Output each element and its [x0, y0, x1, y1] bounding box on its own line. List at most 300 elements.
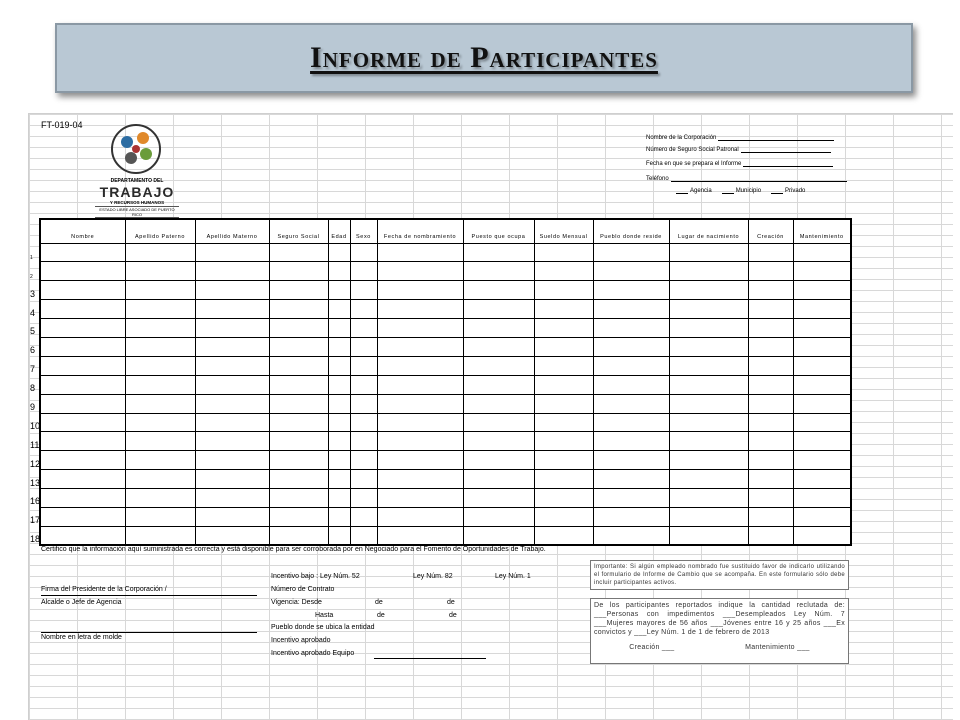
fecha-informe-label: Fecha en que se prepara el Informe [646, 161, 742, 167]
table-cell[interactable] [269, 526, 328, 545]
table-cell[interactable] [125, 413, 195, 432]
table-row [40, 413, 851, 432]
table-cell[interactable] [463, 356, 534, 375]
table-cell[interactable] [593, 337, 669, 356]
table-cell[interactable] [669, 451, 748, 470]
column-header: Edad [328, 219, 350, 243]
table-cell[interactable] [534, 375, 593, 394]
table-cell[interactable] [40, 319, 125, 338]
table-cell[interactable] [195, 470, 269, 489]
column-header: Puesto que ocupa [463, 219, 534, 243]
table-cell[interactable] [534, 300, 593, 319]
important-note-text: Importante: Si algún empleado nombrado fue sustituido favor de indicarlo utilizando el formulario de Informe de Cambio que se acompaña. En este formulario sólo debe incluir participantes activos. [594, 564, 845, 586]
certification-text: Certifico que la información aquí suministrada es correcta y está disponible para ser corroborada por en Negociado para el Fomento de Oportunidades de Trabajo. [41, 546, 546, 553]
table-cell[interactable] [377, 507, 463, 526]
table-row [40, 262, 851, 281]
table-cell[interactable] [195, 432, 269, 451]
table-cell[interactable] [328, 507, 350, 526]
table-cell[interactable] [377, 243, 463, 262]
table-cell[interactable] [350, 356, 377, 375]
table-cell[interactable] [125, 489, 195, 508]
table-cell[interactable] [350, 507, 377, 526]
table-cell[interactable] [669, 432, 748, 451]
numero-contrato-label: Número de Contrato [271, 586, 335, 593]
table-cell[interactable] [40, 432, 125, 451]
table-cell[interactable] [377, 337, 463, 356]
table-cell[interactable] [195, 526, 269, 545]
table-cell[interactable] [463, 470, 534, 489]
table-cell[interactable] [269, 451, 328, 470]
table-cell[interactable] [195, 319, 269, 338]
table-cell[interactable] [793, 413, 851, 432]
table-cell[interactable] [534, 319, 593, 338]
table-cell[interactable] [328, 394, 350, 413]
table-cell[interactable] [125, 300, 195, 319]
participants-summary-text: De los participantes reportados indique la cantidad reclutada de: ___Personas con impedimentos ___Desempleados Ley Núm. 7 ___Mujeres mayores de 56 años ___Jóvenes entre 16 y 25 años ___Ex convictos y ___Ley Núm. 1 de 1 de febrero de 2013 [594, 602, 845, 636]
table-cell[interactable] [328, 470, 350, 489]
column-header: Creación [748, 219, 793, 243]
row-number: 8 [30, 383, 36, 394]
table-cell[interactable] [350, 281, 377, 300]
table-cell[interactable] [593, 262, 669, 281]
table-cell[interactable] [463, 413, 534, 432]
incentivo-equipo-label: Incentivo aprobado Equipo [271, 650, 355, 657]
table-cell[interactable] [40, 413, 125, 432]
logo-line3: Y RECURSOS HUMANOS [109, 200, 165, 205]
table-cell[interactable] [350, 526, 377, 545]
table-cell[interactable] [669, 337, 748, 356]
table-cell[interactable] [328, 337, 350, 356]
table-row [40, 243, 851, 262]
table-cell[interactable] [40, 375, 125, 394]
table-cell[interactable] [125, 281, 195, 300]
table-cell[interactable] [269, 375, 328, 394]
table-cell[interactable] [669, 470, 748, 489]
table-cell[interactable] [793, 356, 851, 375]
row-number: 5 [30, 326, 36, 337]
table-cell[interactable] [793, 489, 851, 508]
row-number: 12 [30, 458, 41, 469]
table-cell[interactable] [328, 526, 350, 545]
table-cell[interactable] [269, 432, 328, 451]
table-cell[interactable] [793, 432, 851, 451]
table-cell[interactable] [40, 507, 125, 526]
table-cell[interactable] [593, 300, 669, 319]
table-cell[interactable] [593, 243, 669, 262]
column-header: Pueblo donde reside [593, 219, 669, 243]
table-cell[interactable] [593, 526, 669, 545]
table-cell[interactable] [463, 394, 534, 413]
row-number: 11 [30, 439, 40, 450]
nombre-letra-label: Nombre en letra de molde [41, 634, 122, 641]
row-number: 10 [30, 420, 41, 431]
table-cell[interactable] [748, 451, 793, 470]
table-cell[interactable] [593, 281, 669, 300]
table-cell[interactable] [534, 356, 593, 375]
alcalde-label: Alcalde o Jefe de Agencia [41, 599, 122, 606]
ley82-label: Ley Núm. 82 [413, 573, 453, 580]
table-cell[interactable] [269, 281, 328, 300]
table-cell[interactable] [125, 262, 195, 281]
table-cell[interactable] [793, 300, 851, 319]
title-banner [55, 23, 913, 93]
row-number: 17 [30, 515, 41, 526]
field-corporacion[interactable] [646, 134, 834, 141]
table-cell[interactable] [40, 489, 125, 508]
table-cell[interactable] [748, 356, 793, 375]
page-title: Informe de Participantes [310, 41, 658, 74]
table-cell[interactable] [748, 319, 793, 338]
table-cell[interactable] [195, 394, 269, 413]
table-cell[interactable] [748, 507, 793, 526]
column-header: Sexo [350, 219, 377, 243]
table-cell[interactable] [195, 413, 269, 432]
table-cell[interactable] [793, 337, 851, 356]
table-cell[interactable] [377, 413, 463, 432]
table-cell[interactable] [125, 394, 195, 413]
table-cell[interactable] [350, 451, 377, 470]
table-cell[interactable] [748, 300, 793, 319]
table-cell[interactable] [793, 470, 851, 489]
row-number: 6 [30, 345, 36, 356]
table-cell[interactable] [534, 507, 593, 526]
table-cell[interactable] [534, 243, 593, 262]
table-cell[interactable] [125, 337, 195, 356]
table-cell[interactable] [125, 526, 195, 545]
ley1-label: Ley Núm. 1 [495, 573, 531, 580]
logo-line2: TRABAJO [99, 184, 175, 200]
table-cell[interactable] [669, 489, 748, 508]
table-cell[interactable] [669, 281, 748, 300]
table-cell[interactable] [125, 356, 195, 375]
telefono-label: Teléfono [646, 176, 669, 182]
table-cell[interactable] [377, 300, 463, 319]
table-cell[interactable] [40, 300, 125, 319]
table-cell[interactable] [350, 489, 377, 508]
table-cell[interactable] [125, 451, 195, 470]
department-emblem-icon [109, 122, 163, 176]
table-cell[interactable] [748, 375, 793, 394]
table-cell[interactable] [195, 375, 269, 394]
table-row [40, 300, 851, 319]
table-cell[interactable] [269, 319, 328, 338]
form-code: FT-019-04 [41, 120, 83, 130]
important-note-box [590, 560, 849, 590]
table-cell[interactable] [269, 300, 328, 319]
table-cell[interactable] [593, 489, 669, 508]
table-cell[interactable] [669, 394, 748, 413]
table-cell[interactable] [463, 281, 534, 300]
incentivo-aprobado-label: Incentivo aprobado [271, 637, 331, 644]
table-header-row [40, 219, 851, 243]
table-cell[interactable] [269, 507, 328, 526]
table-cell[interactable] [748, 470, 793, 489]
table-cell[interactable] [125, 432, 195, 451]
table-cell[interactable] [350, 319, 377, 338]
table-cell[interactable] [377, 375, 463, 394]
table-cell[interactable] [593, 356, 669, 375]
table-cell[interactable] [125, 243, 195, 262]
table-cell[interactable] [793, 526, 851, 545]
table-cell[interactable] [269, 413, 328, 432]
table-cell[interactable] [463, 243, 534, 262]
creacion-count[interactable]: Creación ___ [629, 644, 675, 651]
table-cell[interactable] [793, 281, 851, 300]
table-cell[interactable] [195, 489, 269, 508]
table-cell[interactable] [463, 451, 534, 470]
table-cell[interactable] [195, 337, 269, 356]
table-cell[interactable] [269, 394, 328, 413]
table-cell[interactable] [748, 337, 793, 356]
participants-table [39, 218, 852, 546]
table-cell[interactable] [593, 375, 669, 394]
table-cell[interactable] [793, 451, 851, 470]
row-number: 18 [30, 534, 41, 545]
table-cell[interactable] [377, 470, 463, 489]
table-cell[interactable] [793, 507, 851, 526]
table-cell[interactable] [593, 432, 669, 451]
table-cell[interactable] [195, 262, 269, 281]
table-cell[interactable] [463, 507, 534, 526]
firma-presidente-label: Firma del Presidente de la Corporación / [41, 586, 167, 593]
table-cell[interactable] [748, 262, 793, 281]
table-cell[interactable] [269, 262, 328, 281]
table-cell[interactable] [350, 300, 377, 319]
table-row [40, 394, 851, 413]
table-cell[interactable] [350, 394, 377, 413]
table-cell[interactable] [463, 337, 534, 356]
table-cell[interactable] [793, 262, 851, 281]
table-cell[interactable] [269, 489, 328, 508]
table-cell[interactable] [350, 470, 377, 489]
table-cell[interactable] [125, 507, 195, 526]
department-logo [95, 122, 179, 222]
table-cell[interactable] [269, 356, 328, 375]
hasta-de1: de [377, 612, 385, 619]
table-row [40, 375, 851, 394]
table-cell[interactable] [350, 337, 377, 356]
table-cell[interactable] [328, 281, 350, 300]
table-cell[interactable] [669, 413, 748, 432]
table-cell[interactable] [748, 281, 793, 300]
participants-summary-box [590, 598, 849, 664]
column-header: Nombre [40, 219, 125, 243]
table-cell[interactable] [377, 281, 463, 300]
table-cell[interactable] [463, 526, 534, 545]
table-cell[interactable] [534, 489, 593, 508]
entity-type-options [676, 188, 805, 194]
table-cell[interactable] [534, 281, 593, 300]
table-row [40, 470, 851, 489]
table-cell[interactable] [593, 470, 669, 489]
table-cell[interactable] [328, 300, 350, 319]
table-row [40, 337, 851, 356]
row-number: 13 [30, 477, 41, 488]
column-header: Seguro Social [269, 219, 328, 243]
table-cell[interactable] [40, 243, 125, 262]
table-cell[interactable] [40, 451, 125, 470]
table-row [40, 451, 851, 470]
table-cell[interactable] [748, 394, 793, 413]
table-cell[interactable] [377, 319, 463, 338]
table-cell[interactable] [593, 394, 669, 413]
table-cell[interactable] [669, 319, 748, 338]
table-row [40, 489, 851, 508]
table-cell[interactable] [669, 262, 748, 281]
table-cell[interactable] [534, 413, 593, 432]
option-municipio[interactable]: Municipio [722, 188, 761, 194]
table-cell[interactable] [40, 356, 125, 375]
table-cell[interactable] [534, 394, 593, 413]
table-cell[interactable] [377, 526, 463, 545]
table-cell[interactable] [593, 413, 669, 432]
table-cell[interactable] [748, 413, 793, 432]
table-cell[interactable] [125, 470, 195, 489]
table-cell[interactable] [328, 432, 350, 451]
field-seguro-patronal[interactable] [646, 146, 831, 153]
table-cell[interactable] [40, 526, 125, 545]
table-cell[interactable] [195, 451, 269, 470]
table-cell[interactable] [534, 526, 593, 545]
table-cell[interactable] [669, 243, 748, 262]
logo-line4: ESTADO LIBRE ASOCIADO DE PUERTO RICO [95, 206, 179, 218]
hasta-label: Hasta [315, 612, 334, 619]
column-header: Apellido Materno [195, 219, 269, 243]
table-cell[interactable] [463, 489, 534, 508]
table-cell[interactable] [350, 262, 377, 281]
incentivo-bajo-label: Incentivo bajo : Ley Núm. 52 [271, 573, 360, 580]
corporacion-label: Nombre de la Corporación [646, 135, 717, 141]
table-cell[interactable] [463, 432, 534, 451]
table-cell[interactable] [40, 262, 125, 281]
table-cell[interactable] [534, 432, 593, 451]
row-number: 16 [30, 496, 41, 507]
option-agencia[interactable]: Agencia [676, 188, 712, 194]
table-cell[interactable] [40, 337, 125, 356]
table-cell[interactable] [377, 432, 463, 451]
spreadsheet [28, 113, 953, 720]
table-cell[interactable] [793, 243, 851, 262]
row-numbers [29, 242, 40, 544]
table-cell[interactable] [377, 356, 463, 375]
table-cell[interactable] [669, 356, 748, 375]
table-cell[interactable] [195, 356, 269, 375]
table-cell[interactable] [350, 413, 377, 432]
column-header: Sueldo Mensual [534, 219, 593, 243]
column-header: Apellido Paterno [125, 219, 195, 243]
table-cell[interactable] [463, 375, 534, 394]
table-cell[interactable] [40, 281, 125, 300]
table-cell[interactable] [328, 375, 350, 394]
column-header: Lugar de nacimiento [669, 219, 748, 243]
table-cell[interactable] [593, 451, 669, 470]
table-cell[interactable] [793, 375, 851, 394]
table-cell[interactable] [125, 375, 195, 394]
table-row [40, 526, 851, 545]
table-cell[interactable] [377, 394, 463, 413]
table-cell[interactable] [328, 413, 350, 432]
table-cell[interactable] [748, 243, 793, 262]
row-number: 7 [30, 364, 36, 375]
table-row [40, 507, 851, 526]
vigencia-de2: de [447, 599, 455, 606]
logo-line1: DEPARTAMENTO DEL [110, 178, 164, 184]
table-cell[interactable] [269, 337, 328, 356]
table-cell[interactable] [328, 356, 350, 375]
table-cell[interactable] [463, 319, 534, 338]
table-cell[interactable] [534, 451, 593, 470]
option-privado[interactable]: Privado [771, 188, 805, 194]
row-number: 1 [30, 254, 33, 261]
table-cell[interactable] [377, 262, 463, 281]
field-fecha-informe[interactable] [646, 160, 833, 167]
page-edge [953, 580, 960, 720]
table-cell[interactable] [350, 432, 377, 451]
table-cell[interactable] [534, 262, 593, 281]
table-cell[interactable] [350, 243, 377, 262]
table-cell[interactable] [195, 300, 269, 319]
pueblo-entidad-label: Pueblo donde se ubica la entidad [271, 624, 375, 631]
table-cell[interactable] [534, 337, 593, 356]
mantenimiento-count[interactable]: Mantenimiento ___ [745, 644, 810, 651]
table-cell[interactable] [593, 319, 669, 338]
vigencia-label: Vigencia: Desde [271, 599, 322, 606]
seguro-patronal-label: Número de Seguro Social Patronal [646, 147, 739, 153]
table-cell[interactable] [195, 243, 269, 262]
table-cell[interactable] [195, 507, 269, 526]
table-row [40, 356, 851, 375]
table-cell[interactable] [534, 470, 593, 489]
table-cell[interactable] [269, 243, 328, 262]
table-row [40, 432, 851, 451]
table-cell[interactable] [669, 375, 748, 394]
table-cell[interactable] [748, 432, 793, 451]
table-row [40, 319, 851, 338]
table-cell[interactable] [793, 394, 851, 413]
table-cell[interactable] [793, 319, 851, 338]
table-cell[interactable] [328, 243, 350, 262]
table-cell[interactable] [328, 319, 350, 338]
table-cell[interactable] [748, 526, 793, 545]
table-cell[interactable] [377, 489, 463, 508]
table-cell[interactable] [195, 281, 269, 300]
table-cell[interactable] [40, 394, 125, 413]
table-cell[interactable] [669, 526, 748, 545]
table-cell[interactable] [463, 262, 534, 281]
table-cell[interactable] [669, 507, 748, 526]
table-cell[interactable] [269, 470, 328, 489]
table-cell[interactable] [328, 262, 350, 281]
row-number: 2 [30, 273, 33, 280]
table-cell[interactable] [328, 451, 350, 470]
hasta-de2: de [449, 612, 457, 619]
table-cell[interactable] [463, 300, 534, 319]
column-header: Mantenimiento [793, 219, 851, 243]
table-cell[interactable] [40, 470, 125, 489]
row-number: 9 [30, 402, 36, 413]
row-number: 3 [30, 288, 36, 299]
table-cell[interactable] [593, 507, 669, 526]
table-cell[interactable] [669, 300, 748, 319]
table-cell[interactable] [125, 319, 195, 338]
column-header: Fecha de nombramiento [377, 219, 463, 243]
table-cell[interactable] [377, 451, 463, 470]
row-number: 4 [30, 307, 36, 318]
table-cell[interactable] [748, 489, 793, 508]
table-cell[interactable] [350, 375, 377, 394]
field-telefono[interactable] [646, 175, 847, 182]
table-cell[interactable] [328, 489, 350, 508]
